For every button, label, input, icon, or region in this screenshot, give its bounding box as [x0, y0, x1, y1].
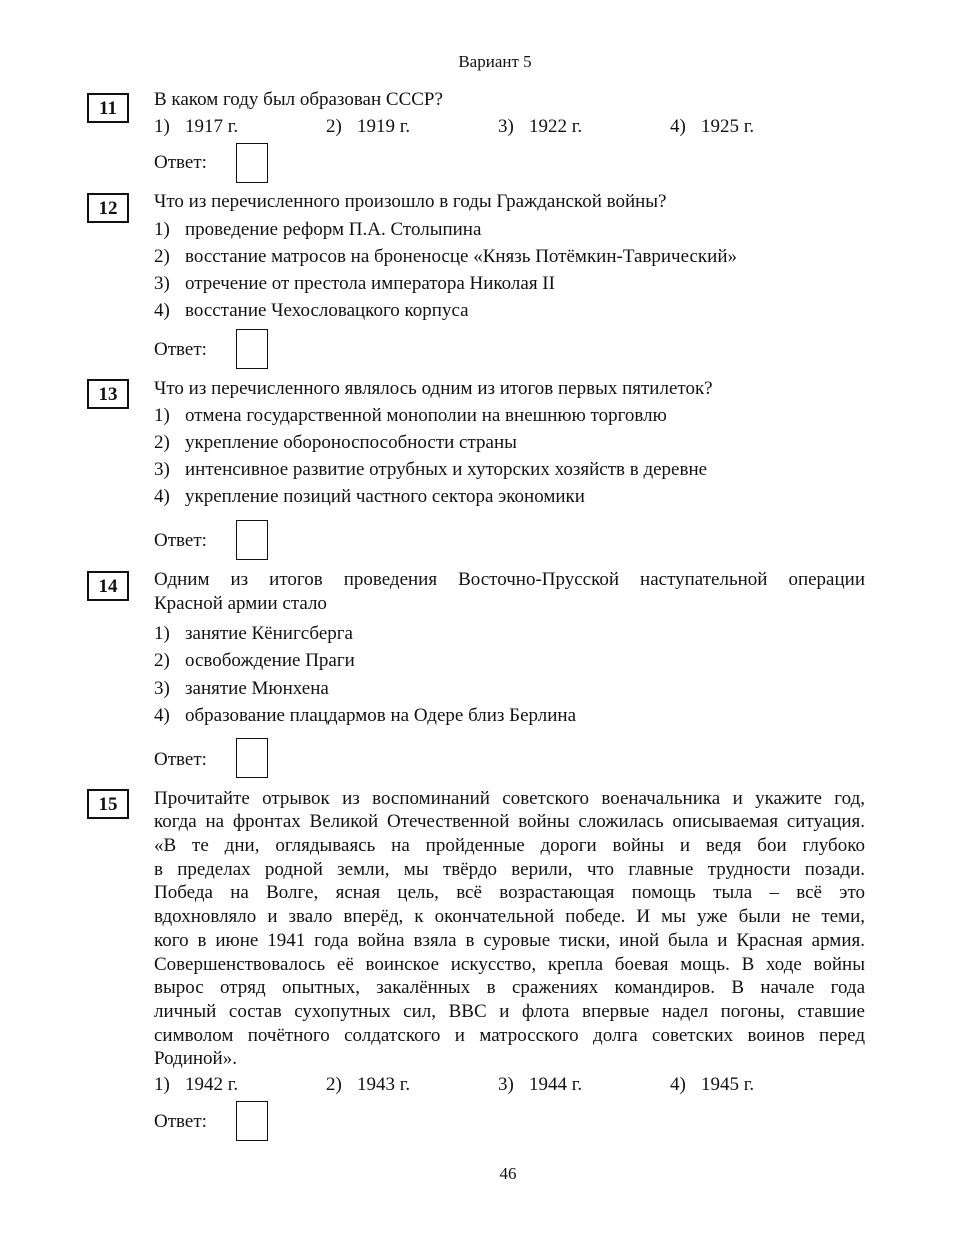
question-12-option-4[interactable] — [154, 300, 469, 322]
question-12-text: Что из перечисленного произошло в годы Гражданской войны? — [154, 191, 667, 212]
question-number-12: 12 — [87, 193, 129, 223]
question-number-15: 15 — [87, 789, 129, 819]
question-15-text-line: в пределах родной земли, мы твёрдо верили, что главные трудности позади. — [154, 859, 865, 880]
question-14-answer-box[interactable] — [236, 738, 268, 778]
question-number-14: 14 — [87, 571, 129, 601]
question-13-option-3[interactable] — [154, 459, 707, 481]
option-text: 1917 г. — [185, 116, 239, 137]
question-14-answer-label: Ответ: — [154, 749, 207, 770]
question-11-option-1[interactable] — [154, 116, 238, 138]
option-number: 1) — [154, 623, 170, 644]
question-11-text: В каком году был образован СССР? — [154, 89, 443, 110]
option-number: 1) — [154, 219, 170, 240]
question-12-answer-box[interactable] — [236, 329, 268, 369]
question-15-text-line: личный состав сухопутных сил, ВВС и флота впервые надел погоны, ставшие — [154, 1001, 865, 1022]
question-15-answer-box[interactable] — [236, 1101, 268, 1141]
question-12-option-1[interactable] — [154, 219, 481, 241]
option-text: укрепление обороноспособности страны — [185, 432, 517, 453]
option-text: восстание матросов на броненосце «Князь Потёмкин-Таврический» — [185, 246, 738, 267]
option-number: 4) — [154, 705, 170, 726]
question-11-answer-label: Ответ: — [154, 152, 207, 173]
option-text: восстание Чехословацкого корпуса — [185, 300, 469, 321]
question-15-text-line: вдохновляло и звало вперёд, к окончательной победе. И мы уже были не теми, — [154, 906, 865, 927]
question-13-option-1[interactable] — [154, 405, 667, 427]
question-13-option-4[interactable] — [154, 486, 585, 508]
option-text: 1922 г. — [529, 116, 583, 137]
option-text: 1942 г. — [185, 1074, 239, 1095]
option-number: 3) — [154, 273, 170, 294]
option-text: занятие Мюнхена — [185, 678, 329, 699]
question-15-option-3[interactable] — [498, 1074, 582, 1096]
question-15-option-1[interactable] — [154, 1074, 238, 1096]
question-15-answer-label: Ответ: — [154, 1111, 207, 1132]
question-number-11: 11 — [87, 93, 129, 123]
option-text: занятие Кёнигсберга — [185, 623, 353, 644]
question-12-option-2[interactable] — [154, 246, 737, 268]
question-15-option-4[interactable] — [670, 1074, 754, 1096]
option-number: 4) — [154, 300, 170, 321]
question-14-option-4[interactable] — [154, 705, 576, 727]
question-13-answer-box[interactable] — [236, 520, 268, 560]
option-number: 1) — [154, 1074, 170, 1095]
option-number: 3) — [498, 1074, 514, 1095]
option-text: 1925 г. — [701, 116, 755, 137]
option-number: 2) — [326, 116, 342, 137]
question-15-text-line: когда на фронтах Великой Отечественной войны сложилась описываемая ситуация. — [154, 811, 865, 832]
option-number: 3) — [154, 459, 170, 480]
option-number: 2) — [154, 650, 170, 671]
question-14-option-1[interactable] — [154, 623, 353, 645]
question-15-text-line: Родиной». — [154, 1048, 237, 1069]
question-15-text-line: кого в июне 1941 года война взяла в суровые тиски, иной была и Красная армия. — [154, 930, 865, 951]
question-14-text-line: Красной армии стало — [154, 593, 327, 614]
question-15-text-line: «В те дни, оглядываясь на пройденные дороги войны и ведя бои глубоко — [154, 835, 865, 856]
question-14-option-2[interactable] — [154, 650, 355, 672]
question-11-option-4[interactable] — [670, 116, 754, 138]
question-12-answer-label: Ответ: — [154, 339, 207, 360]
option-text: укрепление позиций частного сектора экономики — [185, 486, 585, 507]
option-text: отмена государственной монополии на внешнюю торговлю — [185, 405, 667, 426]
option-number: 2) — [154, 246, 170, 267]
question-15-text-line: вырос отряд опытных, закалённых в сражениях командиров. В начале года — [154, 977, 865, 998]
option-text: отречение от престола императора Николая II — [185, 273, 555, 294]
option-number: 2) — [326, 1074, 342, 1095]
question-13-option-2[interactable] — [154, 432, 517, 454]
option-number: 3) — [154, 678, 170, 699]
option-text: освобождение Праги — [185, 650, 355, 671]
question-15-text-line: Победа на Волге, ясная цель, всё возрастающая помощь тыла – всё это — [154, 882, 865, 903]
option-text: 1944 г. — [529, 1074, 583, 1095]
question-11-answer-box[interactable] — [236, 143, 268, 183]
option-text: проведение реформ П.А. Столыпина — [185, 219, 482, 240]
option-text: интенсивное развитие отрубных и хуторских хозяйств в деревне — [185, 459, 708, 480]
question-11-option-3[interactable] — [498, 116, 582, 138]
option-number: 1) — [154, 405, 170, 426]
question-13-answer-label: Ответ: — [154, 530, 207, 551]
option-text: образование плацдармов на Одере близ Берлина — [185, 705, 577, 726]
page-number: 46 — [499, 1164, 517, 1183]
question-number-13: 13 — [87, 379, 129, 409]
question-11-option-2[interactable] — [326, 116, 410, 138]
option-text: 1945 г. — [701, 1074, 755, 1095]
question-14-text-line: Одним из итогов проведения Восточно-Прусской наступательной операции — [154, 569, 865, 590]
option-number: 3) — [498, 116, 514, 137]
question-15-text-line: Прочитайте отрывок из воспоминаний советского военачальника и укажите год, — [154, 788, 865, 809]
option-text: 1943 г. — [357, 1074, 411, 1095]
option-number: 4) — [154, 486, 170, 507]
question-14-option-3[interactable] — [154, 678, 329, 700]
option-number: 1) — [154, 116, 170, 137]
question-12-option-3[interactable] — [154, 273, 555, 295]
option-number: 2) — [154, 432, 170, 453]
option-number: 4) — [670, 1074, 686, 1095]
variant-header: Вариант 5 — [458, 52, 532, 71]
option-text: 1919 г. — [357, 116, 411, 137]
question-15-option-2[interactable] — [326, 1074, 410, 1096]
option-number: 4) — [670, 116, 686, 137]
question-15-text-line: символом почётного солдатского и матросского долга советских воинов перед — [154, 1025, 865, 1046]
question-13-text: Что из перечисленного являлось одним из итогов первых пятилеток? — [154, 378, 713, 399]
question-15-text-line: Совершенствовалось её воинское искусство, крепла боевая мощь. В ходе войны — [154, 954, 865, 975]
